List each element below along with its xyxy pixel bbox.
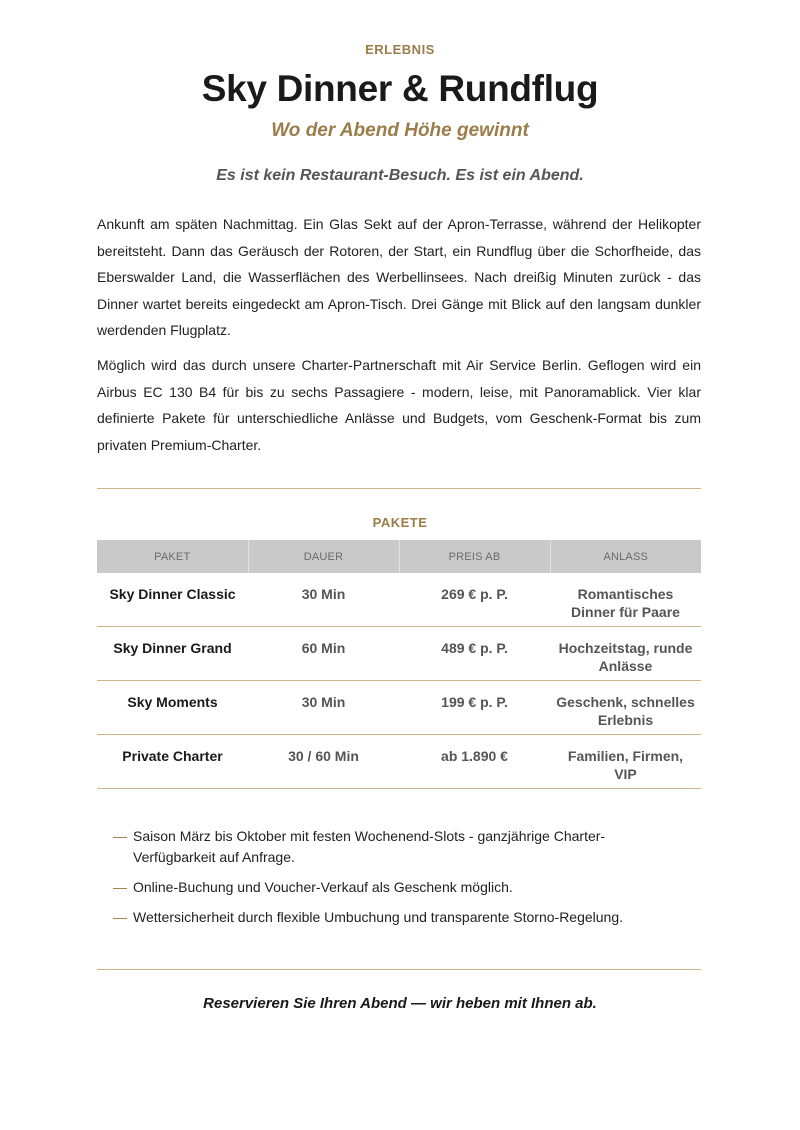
table-row xyxy=(97,573,701,627)
list-item xyxy=(113,877,673,898)
divider-top xyxy=(97,488,701,489)
note-text: Saison März bis Oktober mit festen Wochenend-Slots - ganzjährige Charter-Verfügbarkeit auf Anfrage. xyxy=(133,828,606,865)
notes-list xyxy=(113,826,673,937)
package-name: Sky Dinner Classic xyxy=(97,573,248,627)
table-header-row xyxy=(97,540,701,573)
eyebrow-label: ERLEBNIS xyxy=(365,42,435,57)
package-name: Private Charter xyxy=(97,735,248,789)
package-duration: 30 / 60 Min xyxy=(248,735,399,789)
list-item xyxy=(113,826,673,868)
packages-section-title: PAKETE xyxy=(372,515,428,530)
package-occasion: Romantisches Dinner für Paare xyxy=(550,573,701,627)
package-name: Sky Dinner Grand xyxy=(97,627,248,681)
partner-paragraph: Möglich wird das durch unsere Charter-Partnerschaft mit Air Service Berlin. Geflogen wird ein Airbus EC 130 B4 für bis zu sechs Passagiere - modern, leise, mit Panoramablick. Vier klar definierte Pakete für unterschiedliche Anlässe und Budgets, vom Geschenk-Format bis zum privaten Premium-Charter. xyxy=(97,357,701,453)
package-price: 199 € p. P. xyxy=(399,681,550,735)
header-price: PREIS AB xyxy=(399,540,550,573)
packages-table xyxy=(97,540,701,789)
closing-tagline: Reservieren Sie Ihren Abend — wir heben mit Ihnen ab. xyxy=(203,995,597,1012)
package-price: 489 € p. P. xyxy=(399,627,550,681)
table-row xyxy=(97,735,701,789)
package-duration: 30 Min xyxy=(248,681,399,735)
header-duration: DAUER xyxy=(248,540,399,573)
page-subtitle: Wo der Abend Höhe gewinnt xyxy=(271,120,529,141)
package-occasion: Hochzeitstag, runde Anlässe xyxy=(550,627,701,681)
package-occasion: Geschenk, schnelles Erlebnis xyxy=(550,681,701,735)
package-price: 269 € p. P. xyxy=(399,573,550,627)
dash-bullet-icon: — xyxy=(113,909,127,925)
list-item xyxy=(113,907,673,928)
divider-bottom xyxy=(97,969,701,970)
note-text: Online-Buchung und Voucher-Verkauf als Geschenk möglich. xyxy=(133,879,513,895)
header-occasion: ANLASS xyxy=(550,540,701,573)
page-title: Sky Dinner & Rundflug xyxy=(201,68,599,109)
package-name: Sky Moments xyxy=(97,681,248,735)
package-duration: 30 Min xyxy=(248,573,399,627)
header-package: PAKET xyxy=(97,540,248,573)
package-duration: 60 Min xyxy=(248,627,399,681)
package-price: ab 1.890 € xyxy=(399,735,550,789)
table-row xyxy=(97,627,701,681)
dash-bullet-icon: — xyxy=(113,879,127,895)
lead-sentence: Es ist kein Restaurant-Besuch. Es ist ein Abend. xyxy=(216,167,584,184)
note-text: Wettersicherheit durch flexible Umbuchung und transparente Storno-Regelung. xyxy=(133,909,624,925)
package-occasion: Familien, Firmen, VIP xyxy=(550,735,701,789)
table-row xyxy=(97,681,701,735)
dash-bullet-icon: — xyxy=(113,828,127,844)
intro-paragraph: Ankunft am späten Nachmittag. Ein Glas Sekt auf der Apron-Terrasse, während der Helikopter bereitsteht. Dann das Geräusch der Rotoren, der Start, ein Rundflug über die Schorfheide, das Eberswalder Land, die Wasserflächen des Werbellinsees. Nach dreißig Minuten zurück - das Dinner wartet bereits eingedeckt am Apron-Tisch. Drei Gänge mit Blick auf den langsam dunkler werdenden Flugplatz. xyxy=(97,216,701,338)
